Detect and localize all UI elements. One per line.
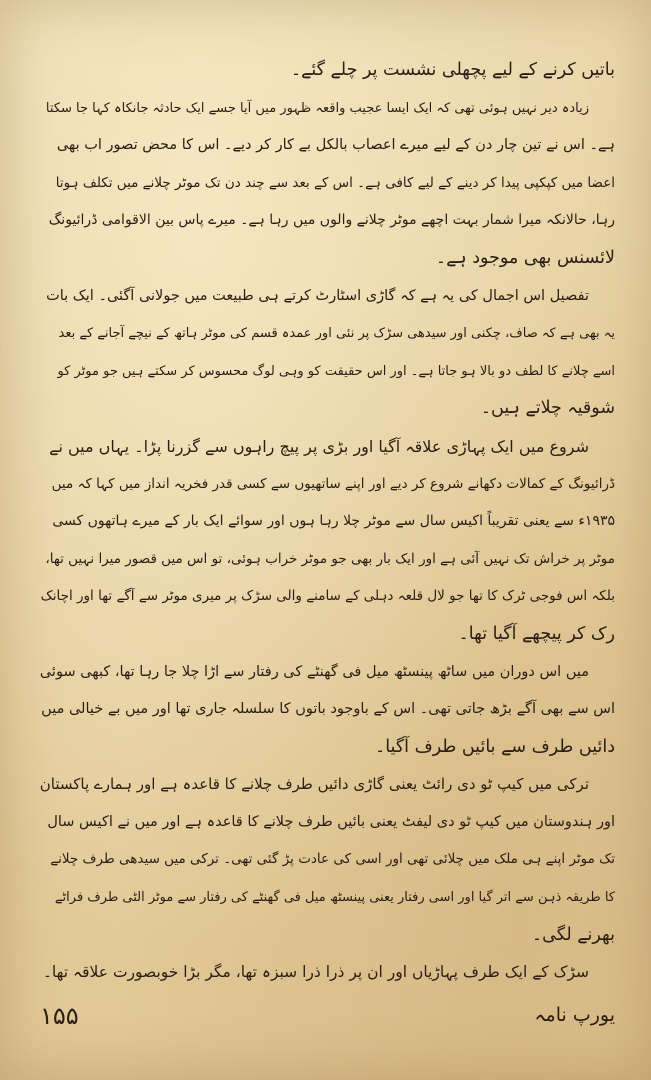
text-line: اسے چلانے کا لطف دو بالا ہو جاتا ہے۔ اور اس حقیقت کو وہی لوگ محسوس کر سکتے ہیں جو موٹر کو [57, 363, 615, 379]
text-line: اس سے بھی آگے بڑھ جاتی تھی۔ اس کے باوجود باتوں کا سلسلہ جاری تھا اور میں بے خیالی میں [41, 701, 615, 718]
text-line: لائسنس بھی موجود ہے۔ [435, 247, 615, 268]
paragraph [40, 52, 615, 90]
text-line: دائیں طرف سے بائیں طرف آگیا۔ [374, 736, 615, 757]
text-line: باتیں کرنے کے لیے پچھلی نشست پر چلے گئے۔ [290, 60, 615, 80]
text-line: تک موٹر اپنے ہی ملک میں چلائی تھی اور اسی کی عادت پڑ گئی تھی۔ ترکی میں سیدھی طرف چلانے [50, 851, 615, 868]
paragraph [40, 278, 615, 428]
text-line: میں اس دوران میں ساٹھ پینسٹھ میل فی گھنٹے کی رفتار سے اڑا چلا جا رہا تھا، کبھی سوئی [40, 663, 589, 680]
text-line: بھرنے لگی۔ [531, 924, 615, 945]
text-line: اور ہندوستان میں کیپ ٹو دی لیفٹ یعنی بائیں طرف چلانے کا قاعدہ ہے اور میں نے اکیس سال [47, 813, 615, 830]
running-title: یورپ نامہ [534, 1004, 615, 1026]
text-line: رہا، حالانکہ میرا شمار بہت اچھے موٹر چلانے والوں میں رہا ہے۔ میرے پاس بین الاقوامی ڈرائیونگ [48, 212, 615, 229]
body-text [40, 52, 615, 992]
text-line: رک کر پیچھے آگیا تھا۔ [458, 623, 615, 644]
text-line: بلکہ اس فوجی ٹرک کا تھا جو لال قلعہ دہلی کے سامنے والی سڑک پر میری موٹر سے آگے تھا اور اچانک [40, 588, 615, 605]
text-line: ۱۹۳۵ء سے یعنی تقریباً اکیس سال سے موٹر چلا رہا ہوں اور سوائے ایک بار کے میرے ہاتھوں کسی [52, 513, 615, 530]
paragraph [40, 954, 615, 992]
text-line: زیادہ دیر نہیں ہوئی تھی کہ ایک ایسا عجیب واقعہ ظہور میں آیا جسے ایک حادثہ جانکاہ کہا جا سکتا [45, 100, 589, 116]
paragraph [40, 766, 615, 954]
page-number: ۱۵۵ [40, 1002, 79, 1030]
text-line: ہے۔ اس نے تین چار دن کے لیے میرے اعصاب بالکل بے کار کر دیے۔ اس کا محض تصور اب بھی [56, 137, 615, 154]
paragraph [40, 654, 615, 767]
paragraph [40, 428, 615, 654]
text-line: یہ بھی ہے کہ صاف، چکنی اور سیدھی سڑک پر نئی اور عمدہ قسم کی موٹر ہاتھ کے نیچے آجانے کے بعد [58, 326, 615, 342]
text-line: کا طریقہ ذہن سے اتر گیا اور اسی رفتار یعنی پینسٹھ میل فی گھنٹے کی رفتار سے موٹر الٹی طرف فراٹے [54, 890, 615, 906]
text-line: ترکی میں کیپ ٹو دی رائٹ یعنی گاڑی دائیں طرف چلانے کا قاعدہ ہے اور ہمارے پاکستان [40, 775, 589, 794]
page-footer [40, 1002, 615, 1038]
text-line: شوقیہ چلاتے ہیں۔ [480, 398, 615, 419]
text-line: شروع میں ایک پہاڑی علاقہ آگیا اور بڑی پر پیچ راہوں سے گزرنا پڑا۔ یہاں میں نے [49, 436, 589, 456]
text-line: سڑک کے ایک طرف پہاڑیاں اور ان پر ذرا ذرا سبزہ تھا، مگر بڑا خوبصورت علاقہ تھا۔ [42, 963, 589, 982]
text-line: تفصیل اس اجمال کی یہ ہے کہ گاڑی اسٹارٹ کرتے ہی طبیعت میں جولانی آگئی۔ ایک بات [46, 287, 589, 304]
text-line: اعضا میں کپکپی پیدا کر دینے کے لیے کافی ہے۔ اس کے بعد سے چند دن تک موٹر چلانے میں تکلف ہوتا [55, 174, 615, 191]
paragraph [40, 90, 615, 278]
text-line: ڈرائیونگ کے کمالات دکھانے شروع کر دیے اور اپنے ساتھیوں سے کسی قدر فخریہ انداز میں کہا کہ میں [51, 475, 615, 492]
text-line: موٹر پر خراش تک نہیں آئی ہے اور ایک بار بھی جو موٹر خراب ہوئی، تو اس میں قصور میرا نہیں تھا، [45, 550, 615, 567]
